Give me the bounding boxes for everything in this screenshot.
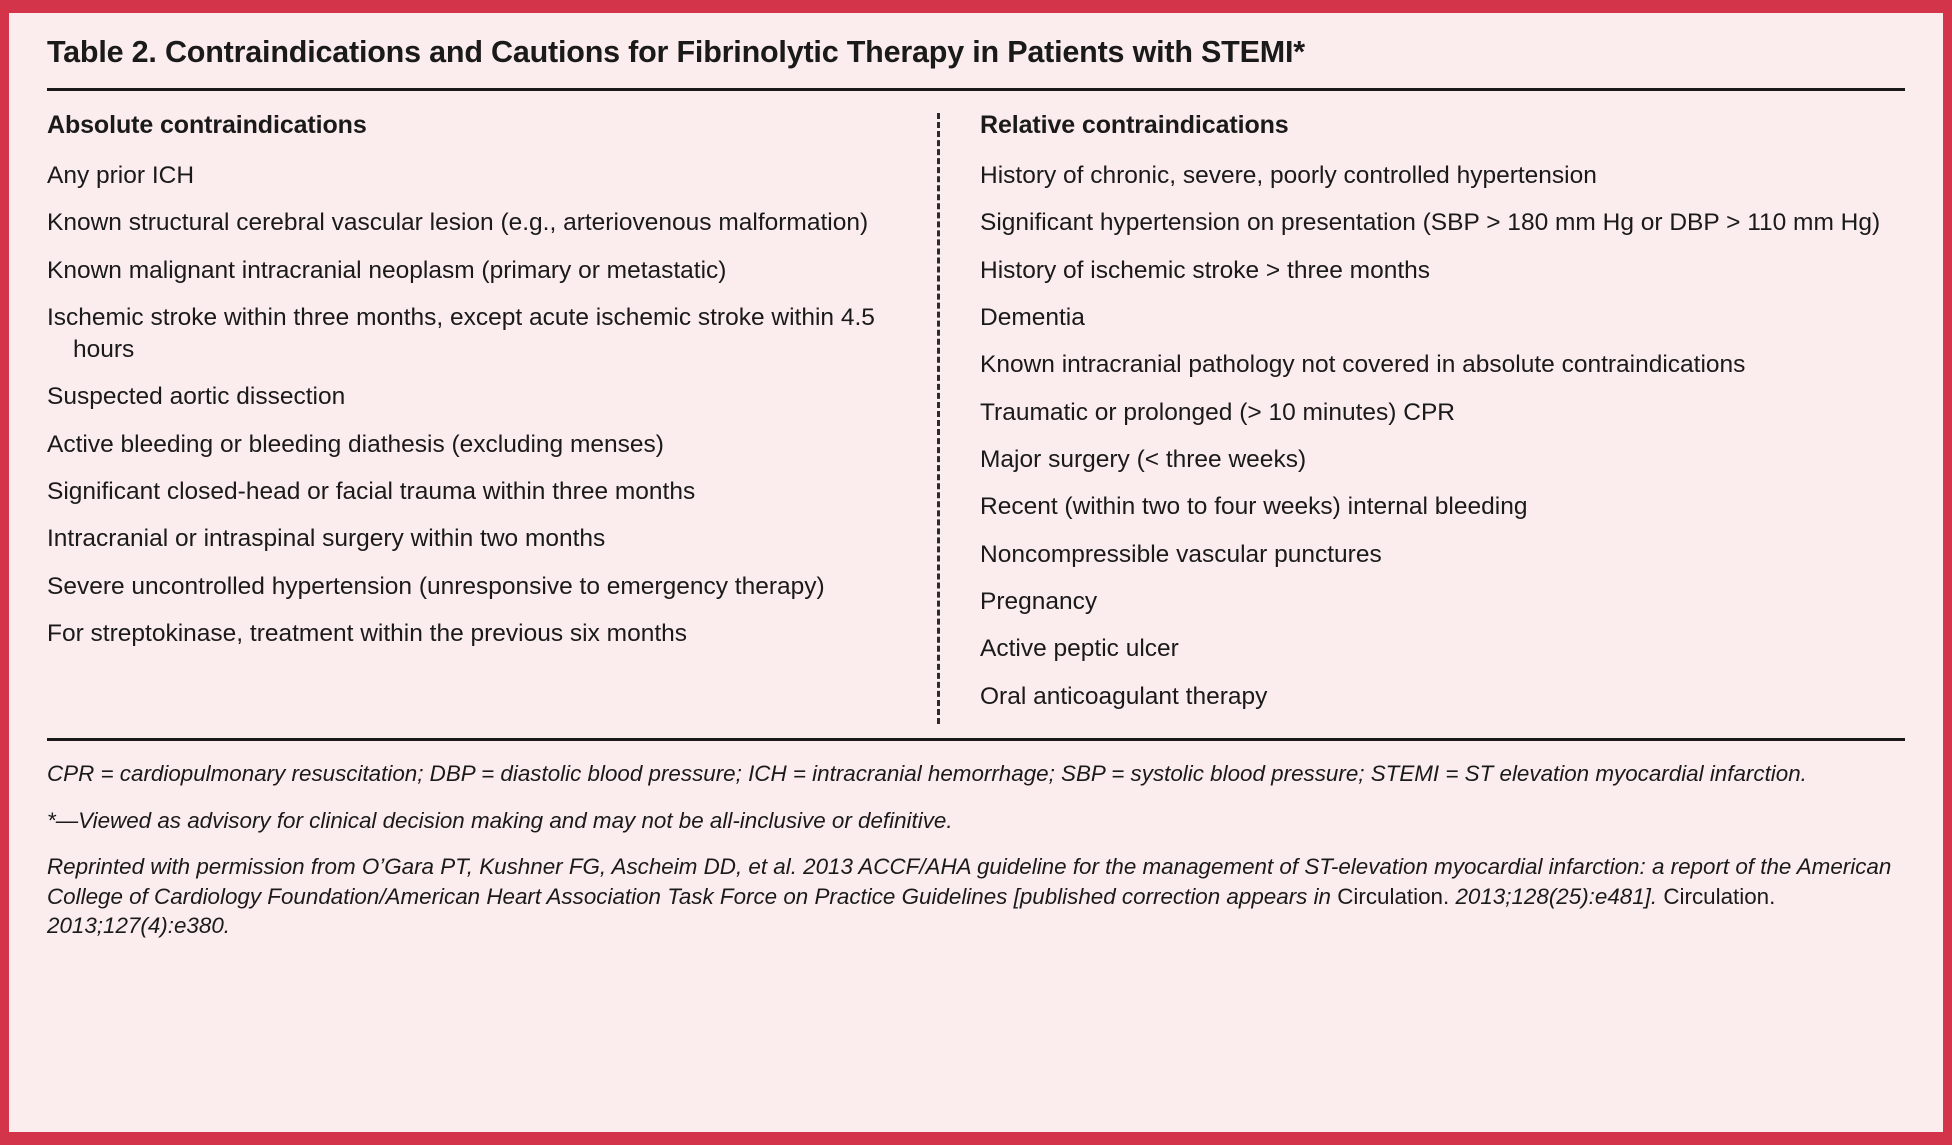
table-columns bbox=[47, 91, 1905, 728]
source-text-part3: 2013;127(4):e380. bbox=[47, 913, 231, 939]
footnote-asterisk: *—Viewed as advisory for clinical decision making and may not be all-inclusive or definitive. bbox=[47, 807, 953, 833]
list-item: Any prior ICH bbox=[47, 162, 195, 189]
list-item: Pregnancy bbox=[980, 588, 1098, 616]
list-item: History of chronic, severe, poorly controlled hypertension bbox=[980, 162, 1597, 189]
list-item: Dementia bbox=[980, 304, 1085, 332]
column-relative-contraindications bbox=[940, 111, 1905, 728]
footnote-source bbox=[47, 852, 1905, 941]
list-item: Known intracranial pathology not covered in absolute contraindications bbox=[980, 351, 1746, 379]
list-item: For streptokinase, treatment within the previous six months bbox=[47, 619, 688, 647]
source-journal-1: Circulation. bbox=[1337, 883, 1450, 909]
footnote-abbreviations: CPR = cardiopulmonary resuscitation; DBP = diastolic blood pressure; ICH = intracranial hemorrhage; SBP = systolic blood pressure; STEMI = ST elevation myocardial infarction. bbox=[47, 761, 1807, 787]
relative-contraindications-list bbox=[980, 160, 1905, 713]
list-item: Noncompressible vascular punctures bbox=[980, 540, 1382, 568]
list-item: Significant closed-head or facial trauma within three months bbox=[47, 477, 696, 505]
page-title: Table 2. Contraindications and Cautions for Fibrinolytic Therapy in Patients with STEMI* bbox=[47, 35, 1305, 69]
list-item: Major surgery (< three weeks) bbox=[980, 446, 1307, 474]
column-header: Relative contraindications bbox=[980, 111, 1289, 139]
table-inner bbox=[9, 13, 1943, 941]
absolute-contraindications-list bbox=[47, 160, 911, 650]
list-item: Severe uncontrolled hypertension (unresponsive to emergency therapy) bbox=[47, 572, 825, 600]
table-footer bbox=[47, 728, 1905, 941]
column-absolute-contraindications bbox=[47, 111, 937, 728]
divider-bottom bbox=[47, 738, 1905, 741]
list-item: Active bleeding or bleeding diathesis (excluding menses) bbox=[47, 430, 664, 458]
list-item: Active peptic ulcer bbox=[980, 635, 1179, 663]
list-item: Ischemic stroke within three months, except acute ischemic stroke within 4.5 hours bbox=[47, 304, 875, 363]
list-item: Recent (within two to four weeks) internal bleeding bbox=[980, 493, 1528, 521]
list-item: Traumatic or prolonged (> 10 minutes) CPR bbox=[980, 398, 1455, 426]
source-journal-2: Circulation. bbox=[1663, 883, 1776, 909]
list-item: Intracranial or intraspinal surgery within two months bbox=[47, 525, 606, 553]
list-item: Suspected aortic dissection bbox=[47, 383, 346, 411]
list-item: Known structural cerebral vascular lesion (e.g., arteriovenous malformation) bbox=[47, 209, 869, 237]
column-header: Absolute contraindications bbox=[47, 111, 367, 139]
list-item: Oral anticoagulant therapy bbox=[980, 682, 1268, 710]
list-item: Significant hypertension on presentation (SBP > 180 mm Hg or DBP > 110 mm Hg) bbox=[980, 209, 1881, 237]
source-text-part2: 2013;128(25):e481]. bbox=[1449, 883, 1664, 909]
list-item: Known malignant intracranial neoplasm (primary or metastatic) bbox=[47, 256, 727, 284]
source-text-part1: Reprinted with permission from O’Gara PT, Kushner FG, Ascheim DD, et al. 2013 ACCF/AHA guideline for the management of ST-elevation myocardial infarction: a report of the American College of Cardiology Foundation/American Heart Association Task Force on Practice Guidelines [published correction appears in bbox=[47, 854, 1892, 909]
list-item: History of ischemic stroke > three months bbox=[980, 256, 1431, 284]
